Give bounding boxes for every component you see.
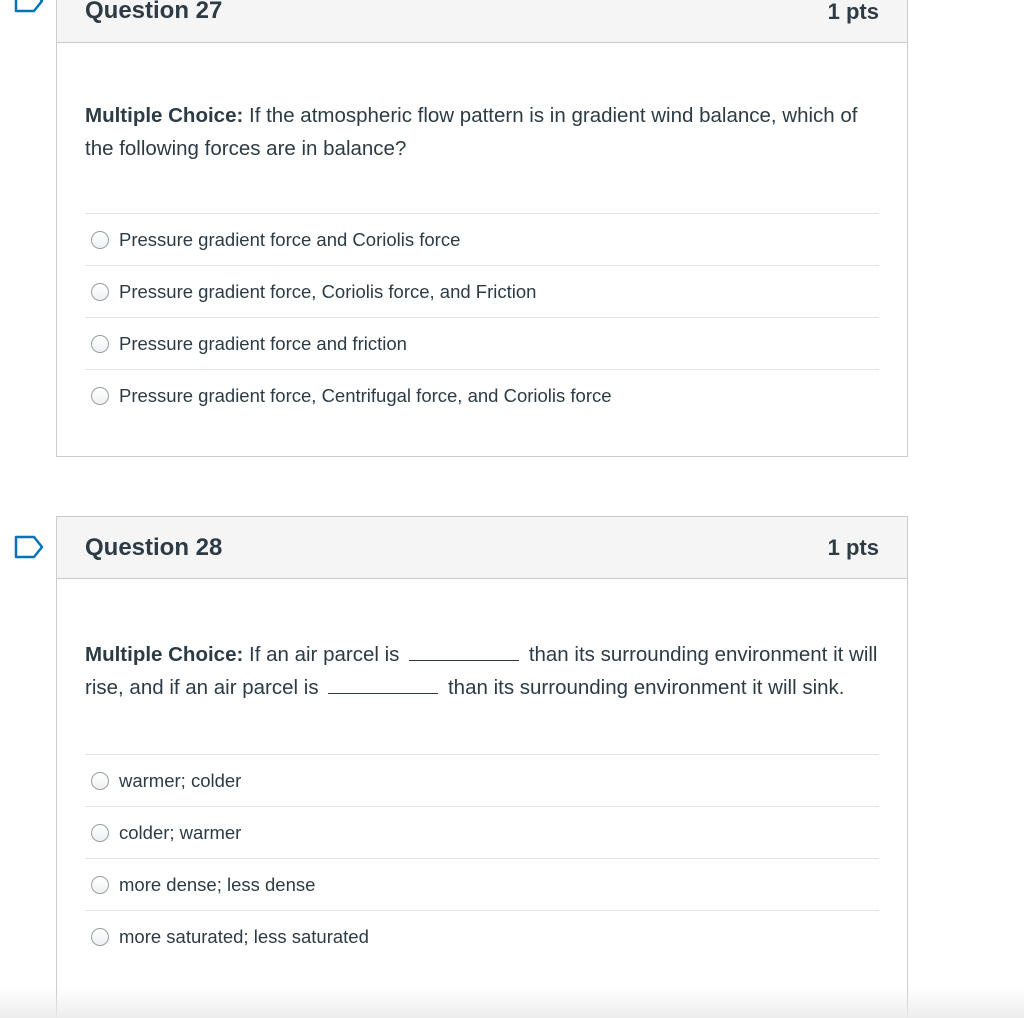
question-prompt-part-2: than its surrounding environment it will rise, and if an air parcel is — [85, 643, 878, 699]
answer-label: Pressure gradient force, Centrifugal force, and Coriolis force — [119, 385, 612, 406]
radio-button[interactable] — [91, 824, 109, 842]
question-text — [85, 43, 879, 213]
radio-button[interactable] — [91, 387, 109, 405]
answer-label: Pressure gradient force and friction — [119, 332, 407, 354]
radio-button[interactable] — [91, 283, 109, 301]
question-type: Multiple Choice: — [85, 104, 244, 127]
answer-list — [85, 213, 879, 422]
fill-in-blank — [409, 642, 519, 661]
question-header — [57, 0, 907, 43]
fill-in-blank — [328, 675, 438, 694]
answer-option[interactable] — [85, 755, 879, 807]
question-prompt-part-1: If an air parcel is — [243, 643, 400, 666]
radio-button[interactable] — [91, 335, 109, 353]
question-text — [85, 579, 879, 754]
answer-option[interactable] — [85, 859, 879, 911]
radio-button[interactable] — [91, 876, 109, 894]
answer-label: colder; warmer — [119, 821, 242, 843]
answer-option[interactable] — [85, 318, 879, 370]
answer-option[interactable] — [85, 911, 879, 963]
answer-list — [85, 754, 879, 963]
answer-label: Pressure gradient force, Coriolis force, and Friction — [119, 280, 537, 302]
radio-button[interactable] — [91, 928, 109, 946]
question-points: 1 pts — [827, 534, 879, 560]
answer-option[interactable] — [85, 370, 879, 422]
answer-label: warmer; colder — [119, 769, 242, 791]
flag-question-27-icon[interactable] — [14, 0, 44, 13]
question-title: Question 27 — [85, 0, 223, 24]
radio-button[interactable] — [91, 772, 109, 790]
radio-button[interactable] — [91, 231, 109, 249]
question-prompt: If the atmospheric flow pattern is in gradient wind balance, which of the following forces are in balance? — [85, 104, 858, 160]
question-body — [57, 43, 907, 422]
question-body — [57, 579, 907, 963]
question-points: 1 pts — [827, 0, 879, 24]
answer-option[interactable] — [85, 214, 879, 266]
answer-label: more dense; less dense — [119, 873, 316, 895]
question-type: Multiple Choice: — [85, 643, 244, 666]
question-28 — [56, 516, 908, 1018]
answer-option[interactable] — [85, 266, 879, 318]
question-header — [57, 517, 907, 579]
question-27 — [56, 0, 908, 457]
answer-label: Pressure gradient force and Coriolis force — [119, 228, 461, 250]
question-prompt-part-3: than its surrounding environment it will sink. — [447, 676, 845, 699]
question-title: Question 28 — [85, 533, 223, 561]
flag-question-28-icon[interactable] — [14, 535, 44, 559]
answer-option[interactable] — [85, 807, 879, 859]
answer-label: more saturated; less saturated — [119, 926, 369, 947]
